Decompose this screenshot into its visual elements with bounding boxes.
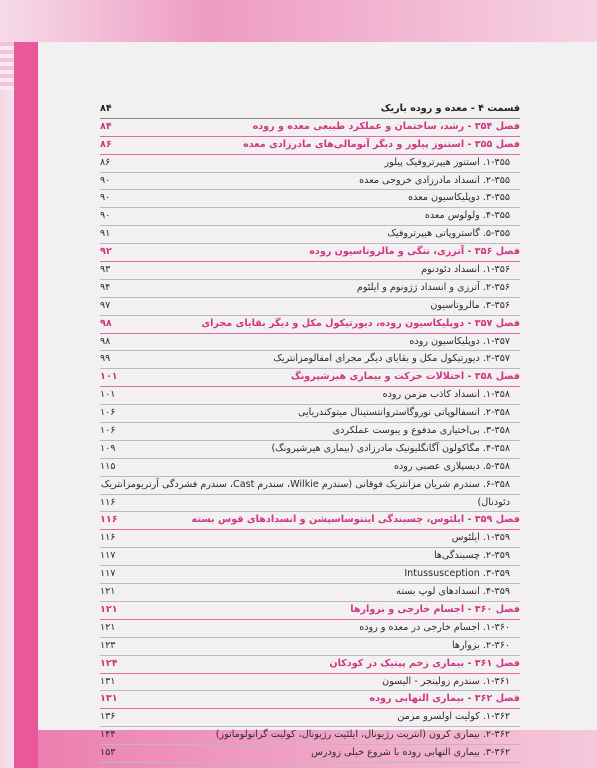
toc-chapter-row[interactable]: [100, 691, 520, 709]
toc-entry-title: فصل ۳۵۵ - استنوز پیلور و دیگر آنومالی‌های مادرزادی معده: [243, 138, 520, 150]
toc-entry-row[interactable]: [100, 190, 520, 208]
toc-entry-title: ۲-۳۵۶. آترزی و انسداد ژژونوم و ایلئوم: [356, 281, 510, 293]
toc-entry-title: دئودنال): [477, 496, 510, 508]
toc-entry-title: ۳-۳۵۹. Intussusception: [404, 568, 510, 580]
toc-entry-row[interactable]: [100, 530, 520, 548]
toc-entry-title: فصل ۳۵۷ - دوپلیکاسیون روده، دیورتیکول مکل و دیگر بقایای مجرای: [201, 317, 520, 329]
toc-entry-title: ۲-۳۶۲. بیماری کرون (انتریت رژیونال، ایلئیت رژیونال، کولیت گرانولوماتوز): [215, 729, 510, 741]
toc-entry-title: فصل ۳۵۸ - اختلالات حرکت و بیماری هیرشپرونگ: [290, 371, 520, 383]
toc-entry-title: ۵-۳۵۸. دیسپلازی عصبی روده: [393, 460, 510, 472]
toc-page-number: ۹۹: [100, 353, 111, 365]
left-stripe-pattern: [0, 42, 14, 90]
toc-entry-title: ۱-۳۶۲. کولیت اولسرو مزمن: [397, 711, 510, 723]
table-of-contents: [100, 101, 520, 763]
toc-chapter-row[interactable]: [100, 512, 520, 530]
toc-entry-row[interactable]: [100, 459, 520, 477]
toc-entry-row[interactable]: [100, 280, 520, 298]
toc-entry-title: ۱-۳۵۹. ایلئوس: [451, 532, 510, 544]
toc-page-number: ۸۴: [100, 120, 112, 132]
toc-entry-row[interactable]: [100, 334, 520, 352]
toc-page-number: ۹۸: [100, 335, 111, 347]
toc-entry-row[interactable]: [100, 262, 520, 280]
toc-part-heading[interactable]: [100, 101, 520, 119]
toc-page-number: ۱۲۴: [100, 657, 118, 669]
toc-entry-title: ۳-۳۶۲. بیماری التهابی روده با شروع خیلی زودرس: [311, 747, 510, 759]
toc-page-number: ۱۲۳: [100, 639, 116, 651]
toc-page-number: ۹۴: [100, 281, 111, 293]
toc-entry-title: فصل ۳۵۴ - رشد، ساختمان و عملکرد طبیعی معده و روده: [252, 120, 520, 132]
toc-entry-title: فصل ۳۶۰ - اجسام خارجی و بزوارها: [350, 603, 520, 615]
toc-entry-title: ۶-۳۵۸. سندرم شریان مزانتریک فوقانی (سندرم Wilkie، سندرم Cast، سندرم فشردگی آرتریومزانتریک: [100, 478, 510, 490]
toc-entry-row[interactable]: [100, 298, 520, 316]
toc-entry-title: ۴-۳۵۹. انسدادهای لوپ بسته: [396, 586, 510, 598]
toc-entry-row[interactable]: [100, 423, 520, 441]
toc-page-number: ۱۱۷: [100, 568, 116, 580]
toc-entry-row[interactable]: [100, 584, 520, 602]
toc-entry-title: ۱-۳۵۷. دوپلیکاسیون روده: [409, 335, 510, 347]
toc-entry-row[interactable]: [100, 638, 520, 656]
toc-entry-row[interactable]: [100, 745, 520, 763]
toc-page-number: ۱۳۱: [100, 693, 118, 705]
toc-page-number: ۹۰: [100, 174, 111, 186]
toc-chapter-row[interactable]: [100, 137, 520, 155]
toc-entry-row[interactable]: [100, 441, 520, 459]
toc-page-number: ۸۶: [100, 138, 112, 150]
toc-entry-row[interactable]: [100, 405, 520, 423]
toc-page-number: ۱۰۹: [100, 442, 116, 454]
toc-page-number: ۹۰: [100, 210, 111, 222]
toc-chapter-row[interactable]: [100, 244, 520, 262]
toc-entry-title: فصل ۳۶۱ - بیماری زخم پپتیک در کودکان: [329, 657, 520, 669]
toc-entry-title: قسمت ۴ - معده و روده باریک: [380, 103, 520, 114]
toc-page-number: ۱۰۱: [100, 389, 116, 401]
toc-page-number: ۱۳۶: [100, 711, 116, 723]
toc-entry-title: ۲-۳۵۷. دیورتیکول مکل و بقایای دیگر مجرای امفالومزانتریک: [273, 353, 510, 365]
toc-chapter-row[interactable]: [100, 316, 520, 334]
toc-entry-title: ۳-۳۵۵. دوپلیکاسیون معده: [408, 192, 510, 204]
toc-page-number: ۱۱۷: [100, 550, 116, 562]
toc-page-number: ۱۱۵: [100, 460, 116, 472]
toc-chapter-row[interactable]: [100, 369, 520, 387]
toc-entry-row[interactable]: [100, 727, 520, 745]
toc-page-number: ۱۲۱: [100, 603, 118, 615]
toc-entry-row[interactable]: [100, 351, 520, 369]
toc-entry-title: ۳-۳۵۸. بی‌اختیاری مدفوع و یبوست عملکردی: [332, 425, 510, 437]
toc-page-number: ۹۷: [100, 299, 111, 311]
toc-entry-row[interactable]: [100, 674, 520, 692]
toc-entry-row[interactable]: [100, 226, 520, 244]
toc-entry-row[interactable]: [100, 566, 520, 584]
toc-entry-title: فصل ۳۵۹ - ایلئوس، چسبندگی اینتوساسپشن و انسدادهای قوس بسته: [191, 514, 520, 526]
toc-entry-row[interactable]: [100, 548, 520, 566]
toc-page-number: ۱۱۶: [100, 532, 116, 544]
toc-page-number: ۱۳۱: [100, 675, 116, 687]
toc-page-number: ۱۵۳: [100, 747, 116, 759]
toc-page-number: ۹۲: [100, 246, 112, 258]
toc-chapter-row[interactable]: [100, 119, 520, 137]
toc-entry-title: ۱-۳۶۰. اجسام خارجی در معده و روده: [359, 621, 510, 633]
left-light-margin: [0, 90, 14, 768]
toc-entry-title: ۴-۳۵۵. ولولوس معده: [424, 210, 510, 222]
toc-entry-title: فصل ۳۵۶ - آترزی، تنگی و مالروتاسیون روده: [309, 246, 520, 258]
toc-entry-title: ۴-۳۵۸. مگاکولون آگانگلیونیک مادرزادی (بیماری هیرشپرونگ): [271, 442, 510, 454]
toc-entry-row[interactable]: [100, 709, 520, 727]
toc-page-number: ۱۲۱: [100, 586, 116, 598]
toc-page-number: ۱۴۴: [100, 729, 116, 741]
toc-page-number: ۱۱۶: [100, 496, 116, 508]
toc-entry-row[interactable]: [100, 173, 520, 191]
toc-entry-title: ۲-۳۵۹. چسبندگی‌ها: [433, 550, 510, 562]
toc-page-number: ۸۴: [100, 103, 112, 114]
toc-entry-title: ۱-۳۵۶. انسداد دئودنوم: [421, 264, 510, 276]
toc-page-number: ۱۰۶: [100, 425, 116, 437]
toc-page-number: ۹۳: [100, 264, 111, 276]
toc-entry-title: فصل ۳۶۲ - بیماری التهابی روده: [369, 693, 520, 705]
toc-chapter-row[interactable]: [100, 602, 520, 620]
toc-page-number: ۱۰۶: [100, 407, 116, 419]
toc-page-number: ۹۱: [100, 228, 111, 240]
toc-chapter-row[interactable]: [100, 656, 520, 674]
toc-entry-title: ۲-۳۶۰. بزوارها: [451, 639, 510, 651]
toc-page-number: ۱۰۱: [100, 371, 118, 383]
toc-entry-title: ۳-۳۵۶. مالروتاسیون: [430, 299, 510, 311]
left-decorative-band: [14, 42, 38, 768]
toc-entry-title: ۱-۳۶۱. سندرم زولینجر - الیسون: [382, 675, 510, 687]
toc-entry-row[interactable]: [100, 620, 520, 638]
toc-page-number: ۱۲۱: [100, 621, 116, 633]
toc-entry-title: ۲-۳۵۸. انسفالوپاتی نوروگاستروانتستینال میتوکندریایی: [298, 407, 510, 419]
toc-entry-row[interactable]: [100, 208, 520, 226]
toc-page-number: ۱۱۶: [100, 514, 118, 526]
toc-entry-row[interactable]: [100, 387, 520, 405]
toc-entry-row[interactable]: [100, 477, 520, 495]
toc-entry-title: ۵-۳۵۵. گاستروپاتی هیپرتروفیک: [387, 228, 510, 240]
toc-entry-title: ۲-۳۵۵. انسداد مادرزادی خروجی معده: [359, 174, 510, 186]
toc-page-number: ۸۶: [100, 156, 111, 168]
toc-entry-row[interactable]: [100, 155, 520, 173]
toc-page-number: ۹۸: [100, 317, 112, 329]
toc-page-number: ۹۰: [100, 192, 111, 204]
top-decorative-band: [0, 0, 597, 42]
toc-entry-title: ۱-۳۵۸. انسداد کاذب مزمن روده: [382, 389, 510, 401]
toc-entry-row[interactable]: [100, 495, 520, 513]
toc-entry-title: ۱-۳۵۵. استنوز هیپرتروفیک پیلور: [384, 156, 510, 168]
